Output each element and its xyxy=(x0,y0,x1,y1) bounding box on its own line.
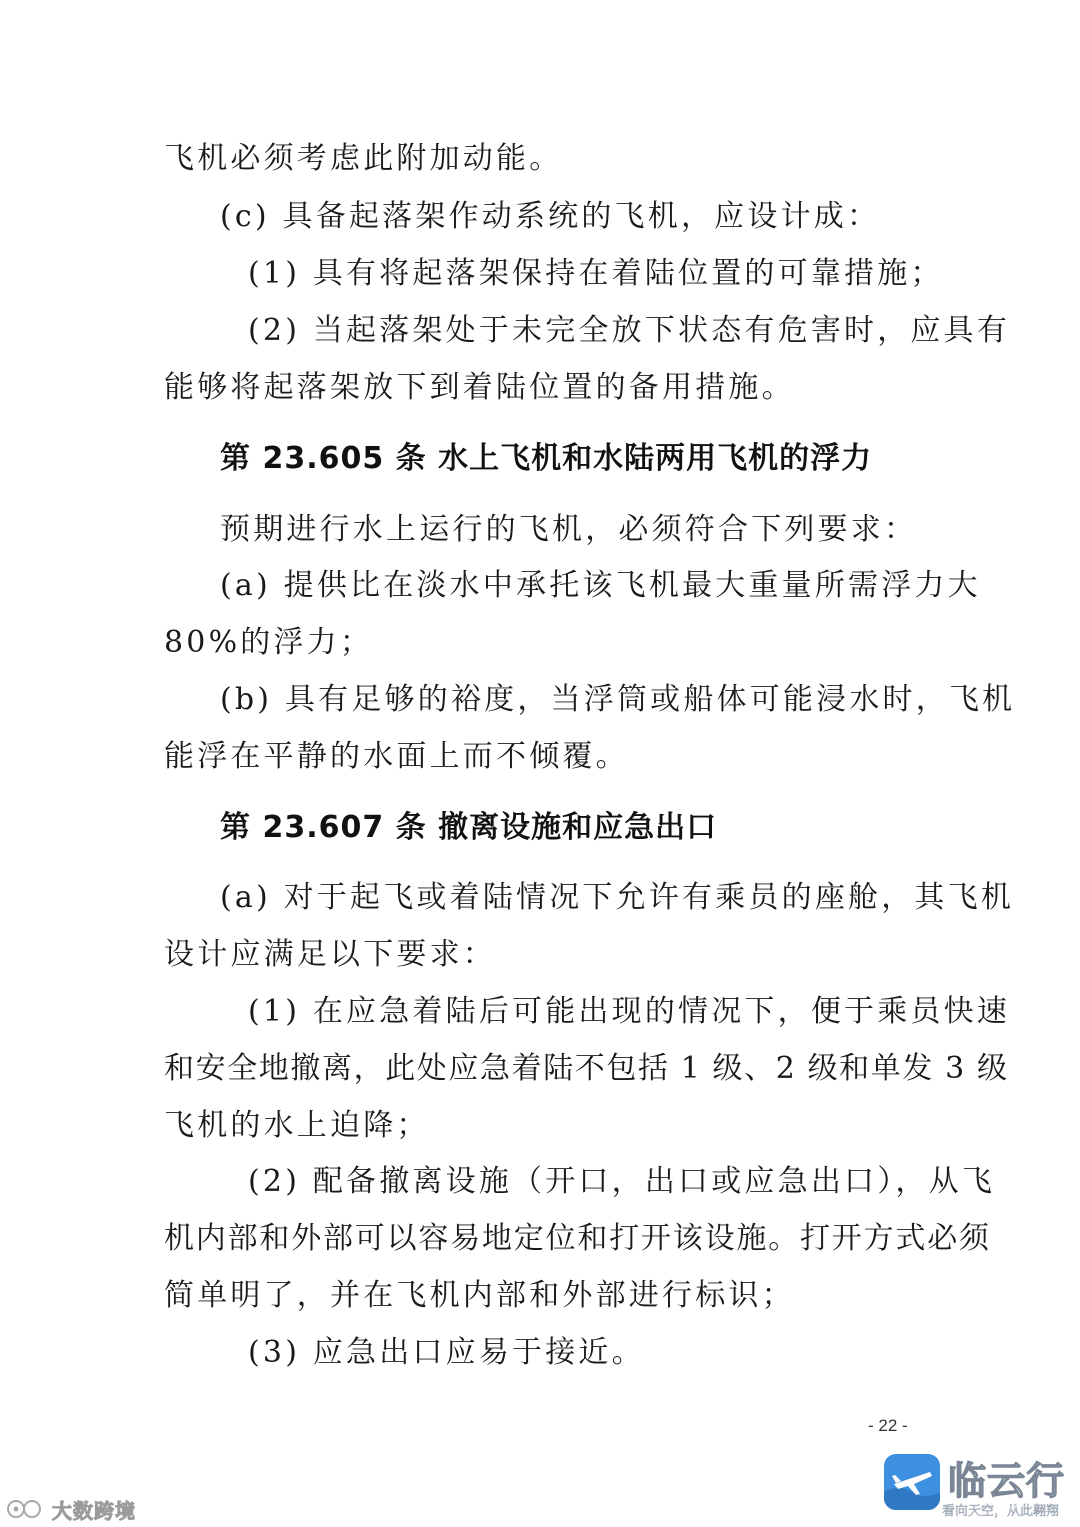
watermark-right xyxy=(880,1448,1076,1524)
paragraph-line: 飞机的水上迫降； xyxy=(164,1108,430,1143)
paragraph-line: (1) 具有将起落架保持在着陆位置的可靠措施； xyxy=(248,256,944,291)
watermark-logo-icon xyxy=(6,1498,46,1520)
paragraph-line: (a) 提供比在淡水中承托该飞机最大重量所需浮力大 xyxy=(220,568,981,603)
paragraph-line: 80%的浮力； xyxy=(164,625,374,660)
paragraph-line: (2) 当起落架处于未完全放下状态有危害时，应具有 xyxy=(248,313,1011,348)
section-heading: 第 23.607 条 撤离设施和应急出口 xyxy=(220,810,718,845)
watermark-right-title: 临云行 xyxy=(948,1459,1066,1503)
section-heading: 第 23.605 条 水上飞机和水陆两用飞机的浮力 xyxy=(220,441,873,476)
paragraph-line: (a) 对于起飞或着陆情况下允许有乘员的座舱，其飞机 xyxy=(220,880,1015,915)
paragraph-line: (3) 应急出口应易于接近。 xyxy=(248,1335,645,1370)
paragraph-line: (b) 具有足够的裕度，当浮筒或船体可能浸水时，飞机 xyxy=(220,682,1016,717)
watermark-left-text: 大数跨境 xyxy=(52,1498,136,1523)
paragraph-line: (1) 在应急着陆后可能出现的情况下，便于乘员快速 xyxy=(248,994,1011,1029)
paragraph-line: 能够将起落架放下到着陆位置的备用措施。 xyxy=(164,370,795,405)
paragraph-line: 机内部和外部可以容易地定位和打开该设施。打开方式必须 xyxy=(164,1221,991,1256)
paragraph-line: (c) 具备起落架作动系统的飞机，应设计成： xyxy=(220,199,881,234)
paragraph-line: 设计应满足以下要求： xyxy=(164,937,496,972)
paragraph-line: 预期进行水上运行的飞机，必须符合下列要求： xyxy=(220,512,918,547)
paragraph-line: 能浮在平静的水面上而不倾覆。 xyxy=(164,739,629,774)
paragraph-line: (2) 配备撤离设施（开口，出口或应急出口），从飞 xyxy=(248,1164,996,1199)
watermark-right-subtitle: 看向天空，从此翱翔 xyxy=(942,1504,1060,1519)
watermark-left xyxy=(6,1494,136,1524)
paragraph-line: 和安全地撤离，此处应急着陆不包括 1 级、2 级和单发 3 级 xyxy=(164,1051,1009,1086)
airplane-icon xyxy=(884,1454,940,1510)
paragraph-line: 简单明了，并在飞机内部和外部进行标识； xyxy=(164,1278,795,1313)
page-number: - 22 - xyxy=(868,1416,908,1435)
paragraph-line: 飞机必须考虑此附加动能。 xyxy=(164,141,563,176)
